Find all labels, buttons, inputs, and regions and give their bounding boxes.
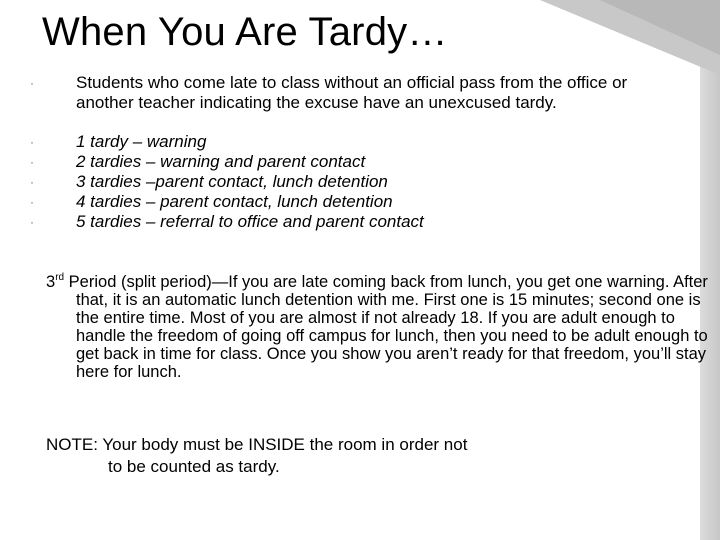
bullet-list [30,73,680,232]
period-paragraph [46,273,708,381]
bullet-text: 1 tardy – warning [76,132,207,151]
bullet-item-tardy-1 [30,132,680,152]
bullet-dot-icon: · [30,155,34,169]
decorative-band [700,0,720,540]
bullet-dot-icon: · [30,215,34,229]
bullet-item-tardy-3 [30,172,680,192]
period-text: Period (split period)—If you are late coming back from lunch, you get one warning. After that, it is an automatic lunch detention with me. First one is 15 minutes; second one is the entire time. Most of you are almost if not already 18. If you are adult enough to handle the freedom of going off campus for lunch, then you need to be adult enough to get back in time for class. Once you show you aren’t ready for that freedom, you’ll stay here for lunch. [64,273,708,381]
bullet-dot-icon: · [30,195,34,209]
bullet-item-tardy-4 [30,192,680,212]
bullet-text: 3 tardies –parent contact, lunch detention [76,172,388,191]
bullet-text: Students who come late to class without an official pass from the office or another teacher indicating the excuse have an unexcused tardy. [76,73,628,112]
bullet-text: 5 tardies – referral to office and parent contact [76,212,424,231]
bullet-item-tardy-5 [30,212,680,232]
note-paragraph [46,434,646,478]
bullet-dot-icon: · [30,135,34,149]
slide-title: When You Are Tardy… [42,10,448,54]
period-suffix: rd [55,272,65,283]
bullet-text: 2 tardies – warning and parent contact [76,152,366,171]
bullet-text: 4 tardies – parent contact, lunch detention [76,192,393,211]
note-line-1: NOTE: Your body must be INSIDE the room in order not [46,435,468,454]
bullet-item-intro [30,73,680,113]
bullet-dot-icon: · [30,175,34,189]
bullet-dot-icon: · [30,76,34,90]
note-line-2: to be counted as tardy. [108,457,280,476]
bullet-item-tardy-2 [30,152,680,172]
decorative-wedge-inner [600,0,720,55]
period-number: 3 [46,273,56,291]
